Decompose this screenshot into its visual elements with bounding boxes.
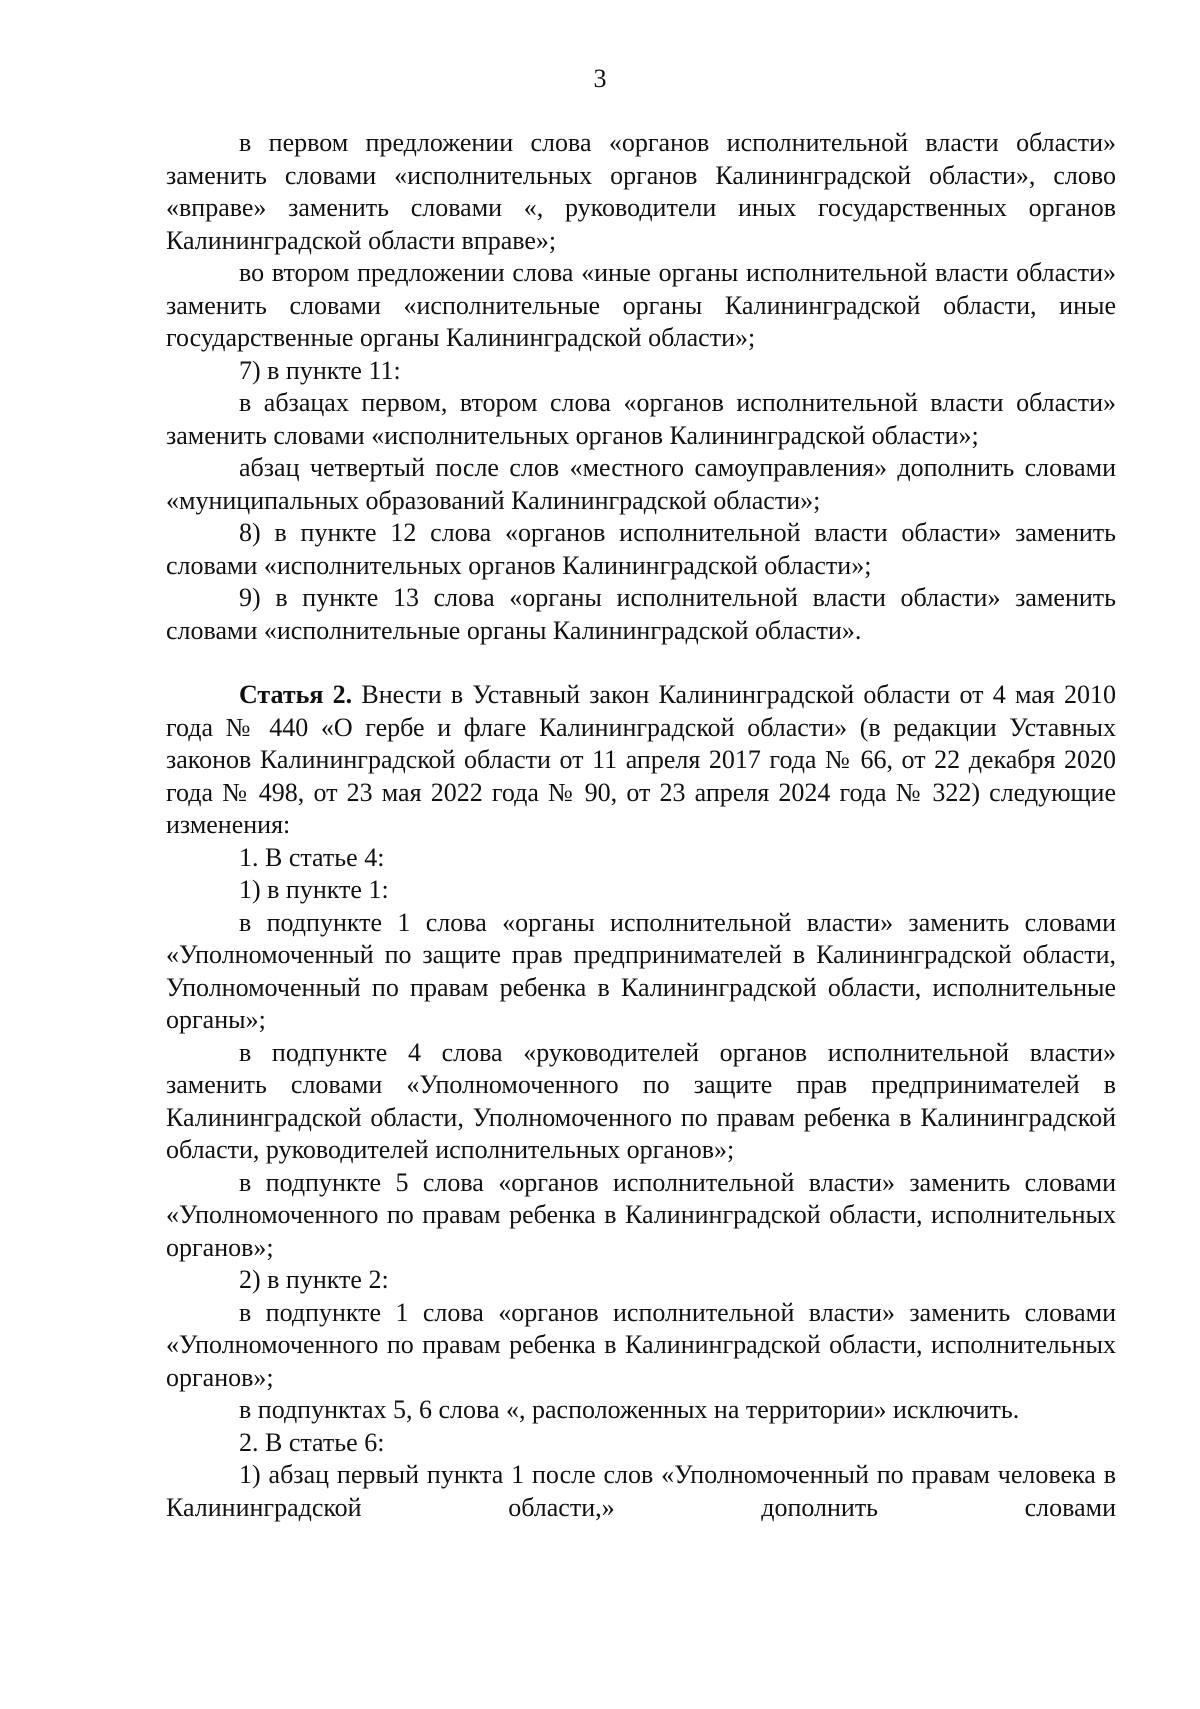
paragraph: 1) в пункте 1: (239, 875, 389, 904)
paragraph: в подпункте 5 слова «органов исполнительной власти» заменить словами «Уполномоченного по правам ребенка в Калининградской области, исполнительных органов»; (166, 1167, 1116, 1262)
document-body (166, 127, 1116, 1524)
paragraph: 2) в пункте 2: (239, 1265, 389, 1294)
paragraph: 9) в пункте 13 слова «органы исполнительной власти области» заменить словами «исполнительные органы Калининградской области». (166, 583, 1116, 645)
paragraph: в подпункте 1 слова «органы исполнительной власти» заменить словами «Уполномоченный по защите прав предпринимателей в Калининградской области, Уполномоченный по правам ребенка в Калининградской области, исполнительные органы»; (166, 907, 1116, 1034)
paragraph: 8) в пункте 12 слова «органов исполнительной власти области» заменить словами «исполнительных органов Калининградской области»; (166, 518, 1116, 580)
paragraph: 1) абзац первый пункта 1 после слов «Уполномоченный по правам человека в Калининградской области,» дополнить словами (166, 1460, 1116, 1522)
paragraph-gap (166, 647, 1116, 679)
page-number: 3 (593, 64, 607, 93)
paragraph: в первом предложении слова «органов исполнительной власти области» заменить словами «исполнительных органов Калининградской области», слово «вправе» заменить словами «, руководители иных государственных органов Калининградской области вправе»; (166, 128, 1116, 255)
article-2-paragraph (166, 679, 1116, 842)
article-label: Статья 2. (239, 680, 353, 709)
paragraph: 2. В статье 6: (239, 1427, 385, 1457)
paragraph: 7) в пункте 11: (239, 355, 401, 385)
paragraph: во втором предложении слова «иные органы исполнительной власти области» заменить словами «исполнительные органы Калининградской области, иные государственные органы Калининградской области»; (166, 258, 1116, 352)
paragraph: 1. В статье 4: (239, 842, 385, 872)
paragraph: в абзацах первом, втором слова «органов исполнительной власти области» заменить словами «исполнительных органов Калининградской области»; (166, 388, 1116, 450)
paragraph: в подпунктах 5, 6 слова «, расположенных на территории» исключить. (239, 1395, 1020, 1424)
paragraph: абзац четвертый после слов «местного самоуправления» дополнить словами «муниципальных образований Калининградской области»; (166, 453, 1116, 515)
paragraph: в подпункте 1 слова «органов исполнительной власти» заменить словами «Уполномоченного по правам ребенка в Калининградской области, исполнительных органов»; (166, 1297, 1116, 1392)
paragraph: в подпункте 4 слова «руководителей органов исполнительной власти» заменить словами «Уполномоченного по защите прав предпринимателей в Калининградской области, Уполномоченного по правам ребенка в Калининградской области, руководителей исполнительных органов»; (166, 1037, 1116, 1164)
article-text: Внести в Уставный закон Калининградской области от 4 мая 2010 года № 440 «О гербе и флаге Калининградской области» (в редакции Уставных законов Калининградской области от 11 апреля 2017 года № 66, от 22 декабря 2020 года № 498, от 23 мая 2022 года № 90, от 23 апреля 2024 года № 322) следующие изменения: (166, 680, 1116, 839)
